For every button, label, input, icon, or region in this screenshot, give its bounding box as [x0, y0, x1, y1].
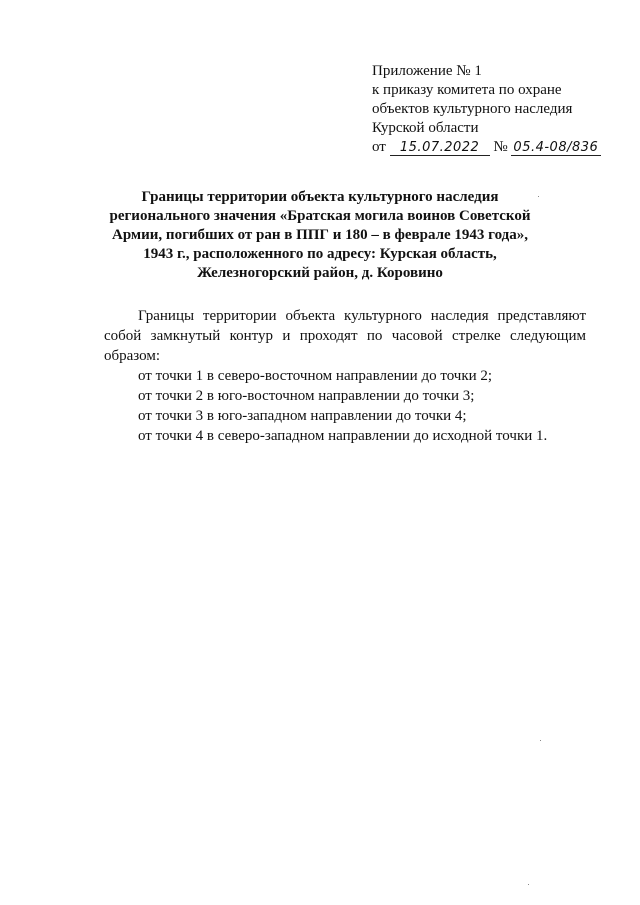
boundary-step-1: от точки 1 в северо-восточном направлении до точки 2; — [138, 368, 493, 384]
title-line-1: Границы территории объекта культурного наследия — [141, 189, 499, 205]
committee-name: объектов культурного наследия — [372, 101, 573, 117]
order-date: 15.07.2022 — [390, 140, 490, 156]
date-prefix: от — [372, 139, 386, 155]
order-date-number-line — [372, 138, 632, 157]
scan-speck — [540, 740, 541, 741]
scan-speck — [528, 884, 529, 885]
document-body — [104, 306, 586, 446]
appendix-number: Приложение № 1 — [372, 63, 482, 79]
appendix-header — [372, 62, 632, 157]
title-line-4: 1943 г., расположенного по адресу: Курская область, — [143, 246, 497, 262]
region-name: Курской области — [372, 120, 479, 136]
order-number: 05.4-08/836 — [511, 140, 601, 156]
document-title — [100, 188, 540, 283]
boundary-step-2: от точки 2 в юго-восточном направлении до точки 3; — [138, 388, 475, 404]
intro-paragraph: Границы территории объекта культурного наследия представляют собой замкнутый контур и проходят по часовой стрелке следующим образом: — [104, 308, 586, 364]
title-line-5: Железногорский район, д. Коровино — [197, 265, 443, 281]
boundary-step-4: от точки 4 в северо-западном направлении до исходной точки 1. — [138, 428, 548, 444]
order-reference: к приказу комитета по охране — [372, 82, 562, 98]
number-prefix: № — [493, 139, 508, 155]
title-line-3: Армии, погибших от ран в ППГ и 180 – в феврале 1943 года», — [111, 227, 528, 243]
scan-speck — [538, 196, 539, 197]
title-line-2: регионального значения «Братская могила воинов Советской — [109, 208, 531, 224]
boundary-step-3: от точки 3 в юго-западном направлении до точки 4; — [138, 408, 467, 424]
